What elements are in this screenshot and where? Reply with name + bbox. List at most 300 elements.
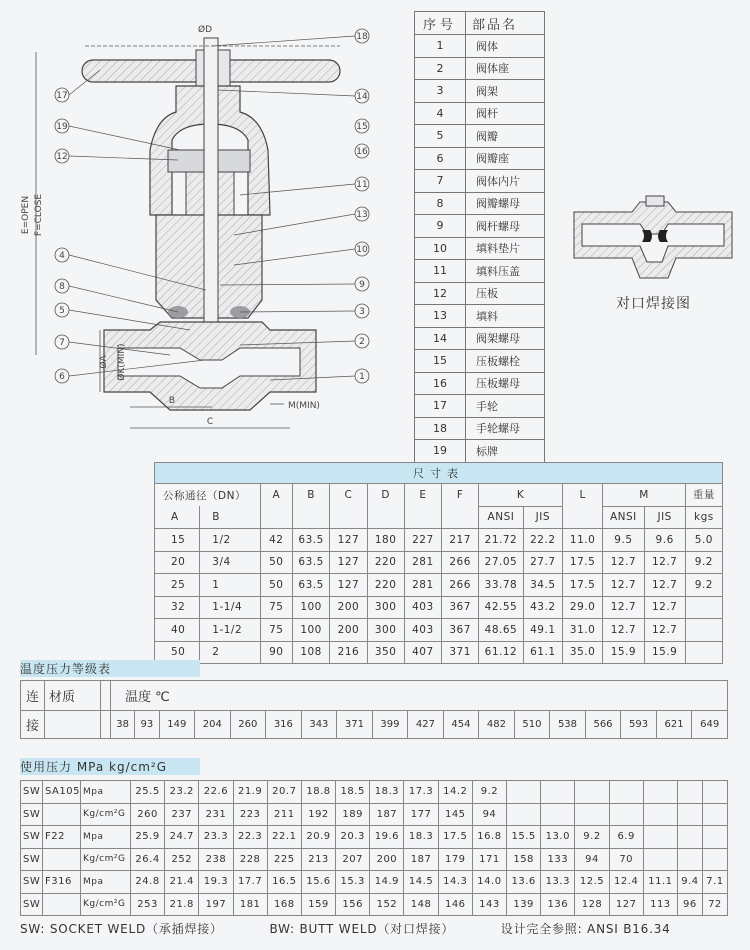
dimension-cell: 220 <box>367 551 404 574</box>
part-name: 压板螺母 <box>466 372 545 395</box>
connection-type: SW <box>21 826 43 849</box>
dimension-cell: 43.2 <box>523 596 562 619</box>
dimension-table <box>154 462 723 664</box>
dimension-cell: 34.5 <box>523 574 562 597</box>
material <box>43 848 81 871</box>
temperature-cell: 204 <box>195 711 231 739</box>
pressure-cell: 113 <box>643 893 677 916</box>
dimension-cell: 29.0 <box>562 596 602 619</box>
dimension-cell: 63.5 <box>292 529 329 552</box>
pressure-cell <box>677 803 702 826</box>
dimension-row <box>155 641 723 664</box>
pressure-cell: 143 <box>472 893 506 916</box>
dimension-cell: 12.7 <box>644 551 685 574</box>
dim-label-close: F=CLOSE <box>34 193 44 237</box>
callout-number: 16 <box>356 147 368 157</box>
leader-line <box>212 36 355 46</box>
pressure-table <box>20 780 728 916</box>
parts-row <box>415 440 545 463</box>
pressure-cell: 171 <box>472 848 506 871</box>
callout-number: 15 <box>356 122 368 132</box>
dimension-cell: 12.7 <box>603 551 644 574</box>
pressure-cell <box>643 826 677 849</box>
pressure-cell: 18.3 <box>370 781 404 804</box>
pressure-cell: 25.9 <box>130 826 164 849</box>
pressure-cell: 238 <box>199 848 233 871</box>
temperature-cell: 343 <box>301 711 337 739</box>
dimension-cell: 50 <box>260 574 292 597</box>
temperature-table <box>20 680 728 739</box>
part-name: 填料压盖 <box>466 260 545 283</box>
dimension-cell: 1-1/2 <box>200 619 260 642</box>
dimension-cell: 31.0 <box>562 619 602 642</box>
temp-header-label: 温度 ℃ <box>111 681 728 711</box>
pressure-cell: 6.9 <box>609 826 643 849</box>
dimension-cell: 371 <box>442 641 479 664</box>
temp-conn-label-top: 连 <box>21 681 45 711</box>
dimension-cell: 11.0 <box>562 529 602 552</box>
pressure-cell: 187 <box>404 848 438 871</box>
parts-row <box>415 305 545 328</box>
connection-type: SW <box>21 781 43 804</box>
dimension-cell: 281 <box>404 551 441 574</box>
pressure-cell: 156 <box>336 893 370 916</box>
pressure-cell: 96 <box>677 893 702 916</box>
dimension-cell: 27.05 <box>479 551 523 574</box>
temp-material-label: 材质 <box>45 681 101 711</box>
dimension-cell: 15 <box>155 529 200 552</box>
part-name: 阀体 <box>466 35 545 58</box>
dimension-cell: 200 <box>330 619 367 642</box>
pressure-cell: 94 <box>472 803 506 826</box>
parts-row <box>415 170 545 193</box>
pressure-cell: 9.4 <box>677 871 702 894</box>
callout-number: 2 <box>359 337 365 347</box>
dimension-cell: 20 <box>155 551 200 574</box>
part-name: 阀杆 <box>466 102 545 125</box>
parts-header-no: 序号 <box>415 12 466 35</box>
pressure-cell: 23.2 <box>165 781 199 804</box>
pressure-cell: 14.0 <box>472 871 506 894</box>
dimension-cell: 35.0 <box>562 641 602 664</box>
pressure-cell: 187 <box>370 803 404 826</box>
part-number: 3 <box>415 80 466 103</box>
parts-row <box>415 237 545 260</box>
temperature-cell: 93 <box>135 711 159 739</box>
temp-conn-label-bottom: 接 <box>21 711 45 739</box>
dimension-cell: 367 <box>442 596 479 619</box>
material <box>43 803 81 826</box>
pressure-cell: 14.2 <box>438 781 472 804</box>
pressure-cell: 237 <box>165 803 199 826</box>
dim-label-open: E=OPEN <box>21 195 31 235</box>
pressure-cell: 168 <box>267 893 301 916</box>
dimension-cell: 49.1 <box>523 619 562 642</box>
dimension-cell: 9.2 <box>685 574 722 597</box>
pressure-cell: 25.5 <box>130 781 164 804</box>
dim-label-D: ØD <box>197 25 213 35</box>
parts-row <box>415 372 545 395</box>
temperature-cell: 454 <box>443 711 479 739</box>
dim-label-K: ØK(MIN) <box>117 343 127 381</box>
part-name: 填料垫片 <box>466 237 545 260</box>
dimension-cell: 32 <box>155 596 200 619</box>
pressure-cell <box>677 848 702 871</box>
pressure-cell: 158 <box>507 848 541 871</box>
pressure-cell: 200 <box>370 848 404 871</box>
pressure-cell: 9.2 <box>472 781 506 804</box>
dimension-cell: 25 <box>155 574 200 597</box>
pressure-cell <box>541 781 575 804</box>
col-D: D <box>367 484 404 507</box>
callout-number: 9 <box>359 280 365 290</box>
pressure-cell: 197 <box>199 893 233 916</box>
part-name: 标牌 <box>466 440 545 463</box>
pressure-cell: 127 <box>609 893 643 916</box>
col-A: A <box>260 484 292 507</box>
sub-A: A <box>155 506 200 529</box>
pressure-cell: 133 <box>541 848 575 871</box>
sub-M-jis: JIS <box>644 506 685 529</box>
part-number: 2 <box>415 57 466 80</box>
pressure-unit: Mpa <box>80 871 130 894</box>
pressure-unit: Kg/cm²G <box>80 848 130 871</box>
dimension-cell: 15.9 <box>644 641 685 664</box>
dimension-cell: 12.7 <box>644 619 685 642</box>
pressure-cell: 211 <box>267 803 301 826</box>
pressure-cell: 223 <box>233 803 267 826</box>
leader-line <box>240 311 355 312</box>
dimension-cell: 407 <box>404 641 441 664</box>
temperature-cell: 593 <box>621 711 657 739</box>
pressure-row <box>21 781 728 804</box>
pressure-cell <box>702 826 727 849</box>
pressure-cell: 19.3 <box>199 871 233 894</box>
part-name: 填料 <box>466 305 545 328</box>
dimension-cell: 3/4 <box>200 551 260 574</box>
sub-K-ansi: ANSI <box>479 506 523 529</box>
pressure-unit: Kg/cm²G <box>80 893 130 916</box>
dimension-cell: 12.7 <box>603 574 644 597</box>
pressure-cell <box>702 848 727 871</box>
pressure-cell: 21.9 <box>233 781 267 804</box>
parts-row <box>415 282 545 305</box>
part-name: 手轮螺母 <box>466 417 545 440</box>
pressure-cell <box>643 848 677 871</box>
part-name: 压板螺栓 <box>466 350 545 373</box>
col-C: C <box>330 484 367 507</box>
footer-sw-note: SW: SOCKET WELD（承插焊接） <box>20 922 223 936</box>
dimension-cell: 216 <box>330 641 367 664</box>
part-number: 18 <box>415 417 466 440</box>
dimension-cell: 33.78 <box>479 574 523 597</box>
dimension-cell: 300 <box>367 596 404 619</box>
dimension-cell: 15.9 <box>603 641 644 664</box>
pressure-unit: Mpa <box>80 781 130 804</box>
dimension-cell: 12.7 <box>603 619 644 642</box>
temperature-cell: 538 <box>550 711 586 739</box>
callout-number: 10 <box>356 245 368 255</box>
dimension-cell: 17.5 <box>562 551 602 574</box>
pressure-cell: 159 <box>301 893 335 916</box>
dimension-cell: 48.65 <box>479 619 523 642</box>
pressure-cell: 24.7 <box>165 826 199 849</box>
connection-type: SW <box>21 803 43 826</box>
temperature-cell: 260 <box>230 711 266 739</box>
pressure-cell <box>609 803 643 826</box>
dn-label: 公称通径（DN） <box>155 484 261 507</box>
parts-row <box>415 147 545 170</box>
dimension-cell: 227 <box>404 529 441 552</box>
part-number: 8 <box>415 192 466 215</box>
pressure-cell: 179 <box>438 848 472 871</box>
pressure-cell: 14.3 <box>438 871 472 894</box>
pressure-cell: 136 <box>541 893 575 916</box>
dimension-cell: 350 <box>367 641 404 664</box>
part-number: 9 <box>415 215 466 238</box>
temperature-cell: 482 <box>479 711 515 739</box>
temperature-cell: 399 <box>372 711 408 739</box>
col-E: E <box>404 484 441 507</box>
dimension-cell: 127 <box>330 574 367 597</box>
part-name: 阀架螺母 <box>466 327 545 350</box>
pressure-cell: 20.9 <box>301 826 335 849</box>
parts-row <box>415 260 545 283</box>
part-number: 11 <box>415 260 466 283</box>
part-name: 阀体内片 <box>466 170 545 193</box>
dimension-cell: 367 <box>442 619 479 642</box>
pressure-cell: 22.3 <box>233 826 267 849</box>
col-weight: 重量 <box>685 484 722 507</box>
dim-label-B: B <box>168 396 176 406</box>
sub-M-ansi: ANSI <box>603 506 644 529</box>
temperature-cell: 371 <box>337 711 373 739</box>
dimension-cell: 200 <box>330 596 367 619</box>
part-number: 7 <box>415 170 466 193</box>
dimension-cell: 63.5 <box>292 551 329 574</box>
temperature-cell: 38 <box>111 711 135 739</box>
pressure-row <box>21 803 728 826</box>
parts-row <box>415 57 545 80</box>
pressure-cell <box>677 826 702 849</box>
dim-label-C: C <box>206 417 214 427</box>
dimension-cell: 12.7 <box>644 574 685 597</box>
pressure-cell: 70 <box>609 848 643 871</box>
temperature-cell: 510 <box>514 711 550 739</box>
pressure-cell: 17.5 <box>438 826 472 849</box>
dimension-row <box>155 619 723 642</box>
dimension-row <box>155 551 723 574</box>
callout-number: 12 <box>56 152 68 162</box>
part-name: 阀瓣座 <box>466 147 545 170</box>
parts-row <box>415 327 545 350</box>
pressure-cell: 18.3 <box>404 826 438 849</box>
dimension-cell: 21.72 <box>479 529 523 552</box>
pressure-cell: 181 <box>233 893 267 916</box>
pressure-unit: Kg/cm²G <box>80 803 130 826</box>
dim-label-A: ØA <box>99 355 109 369</box>
temp-section-title: 温度压力等级表 <box>20 662 112 676</box>
pressure-cell: 15.5 <box>507 826 541 849</box>
pressure-cell: 24.8 <box>130 871 164 894</box>
pressure-cell: 11.1 <box>643 871 677 894</box>
dimension-cell <box>685 641 722 664</box>
pressure-cell: 94 <box>575 848 609 871</box>
pressure-cell: 189 <box>336 803 370 826</box>
dimension-cell: 127 <box>330 551 367 574</box>
pressure-cell: 12.5 <box>575 871 609 894</box>
pressure-cell: 253 <box>130 893 164 916</box>
part-number: 5 <box>415 125 466 148</box>
dimension-cell: 180 <box>367 529 404 552</box>
footer-standard-note: 设计完全参照: ANSI B16.34 <box>500 922 671 936</box>
pressure-cell: 146 <box>438 893 472 916</box>
dimension-cell: 127 <box>330 529 367 552</box>
connection-type: SW <box>21 893 43 916</box>
part-number: 14 <box>415 327 466 350</box>
callout-number: 3 <box>359 307 365 317</box>
dimension-cell <box>685 619 722 642</box>
pressure-cell: 14.5 <box>404 871 438 894</box>
pressure-cell: 19.6 <box>370 826 404 849</box>
dimension-cell: 50 <box>155 641 200 664</box>
temperature-cell: 649 <box>692 711 728 739</box>
part-name: 手轮 <box>466 395 545 418</box>
temperature-cell: 427 <box>408 711 444 739</box>
dimension-cell: 100 <box>292 596 329 619</box>
pressure-cell: 13.6 <box>507 871 541 894</box>
callout-number: 11 <box>356 180 368 190</box>
dimension-cell: 217 <box>442 529 479 552</box>
col-M: M <box>603 484 686 507</box>
temperature-cell: 316 <box>266 711 302 739</box>
sub-kgs: kgs <box>685 506 722 529</box>
dimension-cell: 50 <box>260 551 292 574</box>
dimension-cell: 61.12 <box>479 641 523 664</box>
parts-row <box>415 417 545 440</box>
pressure-cell: 7.1 <box>702 871 727 894</box>
pressure-unit: Mpa <box>80 826 130 849</box>
pressure-cell: 13.0 <box>541 826 575 849</box>
parts-row <box>415 215 545 238</box>
col-K: K <box>479 484 563 507</box>
pressure-cell <box>643 781 677 804</box>
dim-label-M: M(MIN) <box>288 401 320 411</box>
dimension-cell: 1 <box>200 574 260 597</box>
dimension-cell: 61.1 <box>523 641 562 664</box>
dimension-table-title: 尺寸表 <box>155 463 723 484</box>
pressure-cell: 139 <box>507 893 541 916</box>
pressure-cell: 15.6 <box>301 871 335 894</box>
part-number: 15 <box>415 350 466 373</box>
callout-number: 19 <box>56 122 68 132</box>
dimension-cell: 403 <box>404 596 441 619</box>
part-number: 10 <box>415 237 466 260</box>
pressure-cell: 177 <box>404 803 438 826</box>
dimension-cell: 5.0 <box>685 529 722 552</box>
dimension-cell: 281 <box>404 574 441 597</box>
col-B: B <box>292 484 329 507</box>
pressure-cell: 22.1 <box>267 826 301 849</box>
pressure-cell: 152 <box>370 893 404 916</box>
parts-row <box>415 35 545 58</box>
callout-number: 4 <box>59 251 65 261</box>
pressure-cell: 231 <box>199 803 233 826</box>
dimension-cell: 9.2 <box>685 551 722 574</box>
pressure-cell: 148 <box>404 893 438 916</box>
sub-K-jis: JIS <box>523 506 562 529</box>
part-number: 6 <box>415 147 466 170</box>
pressure-row <box>21 848 728 871</box>
pressure-cell: 23.3 <box>199 826 233 849</box>
part-number: 1 <box>415 35 466 58</box>
callout-number: 7 <box>59 338 65 348</box>
parts-row <box>415 125 545 148</box>
pressure-cell <box>507 781 541 804</box>
pressure-cell <box>575 781 609 804</box>
part-name: 阀瓣螺母 <box>466 192 545 215</box>
part-number: 19 <box>415 440 466 463</box>
part-number: 17 <box>415 395 466 418</box>
dimension-cell: 100 <box>292 619 329 642</box>
part-number: 13 <box>415 305 466 328</box>
pressure-cell <box>507 803 541 826</box>
temperature-cell: 621 <box>656 711 692 739</box>
dimension-cell: 9.5 <box>603 529 644 552</box>
dimension-cell: 42 <box>260 529 292 552</box>
pressure-cell <box>575 803 609 826</box>
dimension-cell: 108 <box>292 641 329 664</box>
valve-section-drawing <box>0 0 405 450</box>
pressure-row <box>21 871 728 894</box>
pressure-cell: 20.3 <box>336 826 370 849</box>
pressure-cell: 128 <box>575 893 609 916</box>
col-F: F <box>442 484 479 507</box>
pressure-cell: 72 <box>702 893 727 916</box>
sub-B: B <box>200 506 260 529</box>
dimension-cell: 90 <box>260 641 292 664</box>
parts-header-row <box>415 12 545 35</box>
callout-number: 8 <box>59 282 65 292</box>
parts-header-name: 部品名 <box>466 12 545 35</box>
connection-type: SW <box>21 848 43 871</box>
dimension-cell: 63.5 <box>292 574 329 597</box>
part-name: 压板 <box>466 282 545 305</box>
pressure-cell <box>702 803 727 826</box>
pressure-cell: 21.8 <box>165 893 199 916</box>
dimension-cell: 266 <box>442 574 479 597</box>
butt-weld-caption: 对口焊接图 <box>616 296 691 312</box>
callout-number: 14 <box>356 92 368 102</box>
butt-weld-sketch <box>572 190 734 285</box>
part-name: 阀瓣 <box>466 125 545 148</box>
temperature-cell: 566 <box>585 711 621 739</box>
dimension-row <box>155 596 723 619</box>
pressure-cell <box>643 803 677 826</box>
temperature-cell: 149 <box>159 711 195 739</box>
dimension-cell: 22.2 <box>523 529 562 552</box>
dimension-cell: 12.7 <box>603 596 644 619</box>
pressure-cell <box>541 803 575 826</box>
pressure-cell: 192 <box>301 803 335 826</box>
part-name: 阀体座 <box>466 57 545 80</box>
footer-notes <box>20 920 671 937</box>
dimension-cell: 42.55 <box>479 596 523 619</box>
pressure-cell: 228 <box>233 848 267 871</box>
part-number: 12 <box>415 282 466 305</box>
pressure-cell: 22.6 <box>199 781 233 804</box>
dimension-cell: 300 <box>367 619 404 642</box>
